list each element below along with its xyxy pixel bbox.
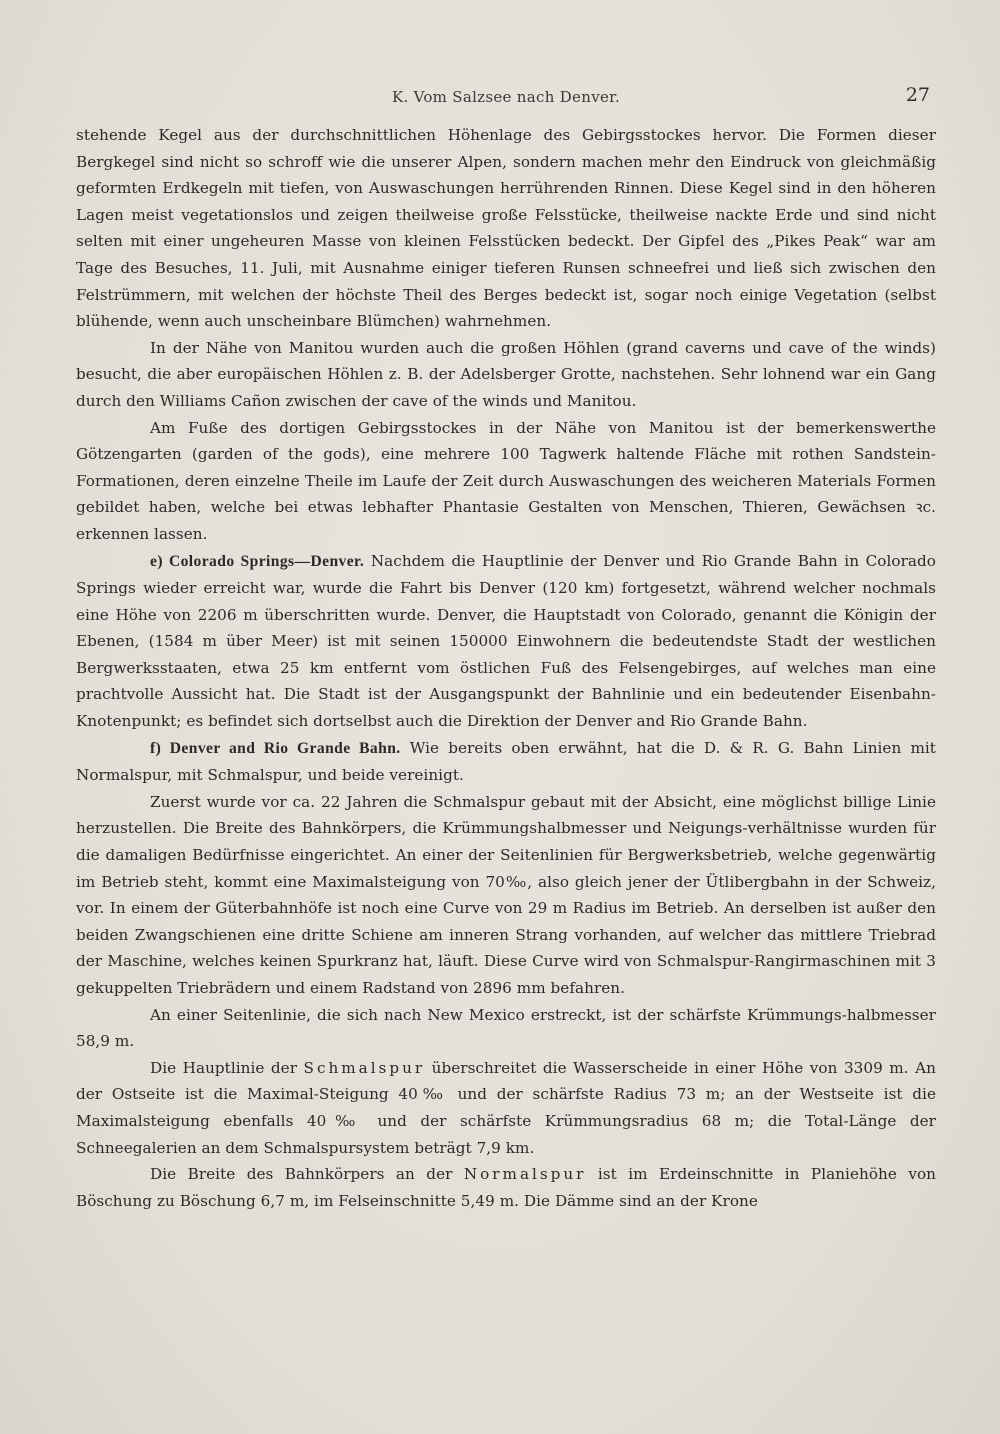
paragraph-narrow-gauge-history: Zuerst wurde vor ca. 22 Jahren die Schmalspur gebaut mit der Absicht, eine möglichst billige Linie herzustellen. Die Breite des Bahnkörpers, die Krümmungshalbmesser und Neigungs-verhältnisse wurden für die damaligen Bedürfnisse eingerichtet. An einer der Seitenlinien für Bergwerksbetrieb, welche gegenwärtig im Betrieb steht, kommt eine Maximalsteigung von 70‰, also gleich jener der Ütlibergbahn in der Schweiz, vor. In einem der Güterbahnhöfe ist noch eine Curve von 29 m Radius im Betrieb. An derselben ist außer den beiden Zwangschienen eine dritte Schiene am inneren Strang vorhanden, auf welcher das mittlere Triebrad der Maschine, welches keinen Spurkranz hat, läuft. Diese Curve wird von Schmalspur-Rangirmaschinen mit 3 gekuppelten Triebrädern und einem Radstand von 2896 mm befahren. [76,792,936,997]
section-denver-rio-grande [76,735,936,789]
page-number: 27 [905,84,930,106]
paragraph-garden-of-gods: Am Fuße des dortigen Gebirgsstockes in der Nähe von Manitou ist der bemerkenswerthe Götzengarten (garden of the gods), eine mehrere 100 Tagwerk haltende Fläche mit rothen Sandstein-Formationen, deren einzelne Theile im Laufe der Zeit durch Auswaschungen des weicheren Materials Formen gebildet haben, welche bei etwas lebhafter Phantasie Gestalten von Menschen, Thieren, Gewächsen ꝛc. erkennen lassen. [76,418,936,543]
paragraph-pikes-peak: stehende Kegel aus der durchschnittlichen Höhenlage des Gebirgsstockes hervor. Die Formen dieser Bergkegel sind nicht so schroff wie die unserer Alpen, sondern machen mehr den Eindruck von gleichmäßig geformten Erdkegeln mit tiefen, von Auswaschungen herrührenden Rinnen. Diese Kegel sind in den höheren Lagen meist vegetationslos und zeigen theilweise große Felsstücke, theilweise nackte Erde und sind nicht selten mit einer ungeheuren Masse von kleinen Felsstücken bedeckt. Der Gipfel des „Pikes Peak“ war am Tage des Besuches, 11. Juli, mit Ausnahme einiger tieferen Runsen schneefrei und ließ sich zwischen den Felstrümmern, mit welchen der höchste Theil des Berges bedeckt ist, sogar noch einige Vegetation (selbst blühende, wenn auch unscheinbare Blümchen) wahrnehmen. [76,126,936,331]
text-segment: Die Hauptlinie der [150,1058,298,1077]
paragraph-new-mexico-line: An einer Seitenlinie, die sich nach New Mexico erstreckt, ist der schärfste Krümmungs-halbmesser 58,9 m. [76,1005,936,1051]
body-text [76,122,936,1214]
text-segment: überschreitet die Wasserscheide in einer Höhe von 3309 m. An der Ostseite ist die Maximal-Steigung 40‰ und der schärfste Radius 73 m; an der Westseite ist die Maximalsteigung ebenfalls 40‰ und der schärfste Krümmungsradius 68 m; die Total-Länge der Schneegalerien an dem Schmalspursystem beträgt 7,9 km. [76,1058,936,1157]
paragraph-main-line-narrow-gauge [76,1055,936,1161]
emphasis-narrow-gauge: Schmalspur [303,1058,426,1077]
section-text-e: Nachdem die Hauptlinie der Denver und Rio Grande Bahn in Colorado Springs wieder erreicht war, wurde die Fahrt bis Denver (120 km) fortgesetzt, während welcher nochmals eine Höhe von 2206 m überschritten wurde. Denver, die Hauptstadt von Colorado, genannt die Königin der Ebenen, (1584 m über Meer) ist mit seinen 150000 Einwohnern die bedeutendste Stadt der westlichen Bergwerksstaaten, etwa 25 km entfernt vom östlichen Fuß des Felsengebirges, auf welches man eine prachtvolle Aussicht hat. Die Stadt ist der Ausgangspunkt der Bahnlinie und ein bedeutender Eisenbahn-Knotenpunkt; es befindet sich dortselbst auch die Direktion der Denver and Rio Grande Bahn. [76,551,936,731]
section-heading-f: f) Denver and Rio Grande Bahn. [150,739,401,757]
section-text-f: Wie bereits oben erwähnt, hat die D. & R. G. Bahn Linien mit Normalspur, mit Schmalspur, und beide vereinigt. [76,738,936,785]
running-title: K. Vom Salzsee nach Denver. [391,88,621,106]
section-heading-e: e) Colorado Springs—Denver. [150,552,365,570]
emphasis-standard-gauge: Normalspur [463,1165,587,1184]
paragraph-manitou-caverns: In der Nähe von Manitou wurden auch die großen Höhlen (grand caverns und cave of the winds) besucht, die aber europäischen Höhlen z. B. der Adelsberger Grotte, nachstehen. Sehr lohnend war ein Gang durch den Williams Cañon zwischen der cave of the winds und Manitou. [76,338,936,410]
text-segment: ist im Erdeinschnitte in Planiehöhe von Böschung zu Böschung 6,7 m, im Felseinschnitte 5,49 m. Die Dämme sind an der Krone [76,1165,936,1210]
paragraph-standard-gauge-width [76,1161,936,1214]
running-head [76,84,936,116]
text-segment: Die Breite des Bahnkörpers an der [150,1165,453,1184]
section-colorado-springs-denver [76,548,936,735]
